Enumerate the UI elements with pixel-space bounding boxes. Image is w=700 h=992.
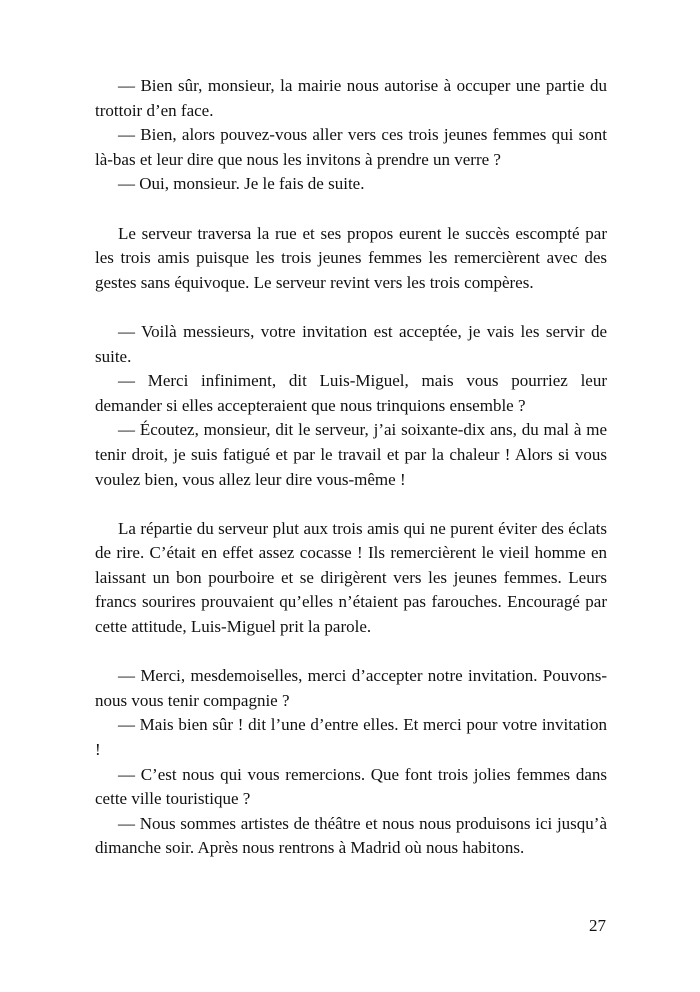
body-text [95, 74, 607, 861]
paragraph-gap [95, 640, 607, 665]
paragraph: La répartie du serveur plut aux trois amis qui ne purent éviter des éclats de rire. C’était en effet assez cocasse ! Ils remercièrent le vieil homme en laissant un bon pourboire et se dirigèrent vers les jeunes femmes. Leurs francs sourires prouvaient qu’elles n’étaient pas farouches. Encouragé par cette attitude, Luis-Miguel prit la parole. [95, 518, 607, 637]
paragraph: — Merci infiniment, dit Luis-Miguel, mais vous pourriez leur demander si elles accepteraient que nous trinquions ensemble ? [95, 371, 607, 415]
paragraph-gap [95, 295, 607, 320]
paragraph-gap [95, 492, 607, 517]
paragraph: — Oui, monsieur. Je le fais de suite. [118, 174, 365, 194]
paragraph: — Bien, alors pouvez-vous aller vers ces trois jeunes femmes qui sont là-bas et leur dire que nous les invitons à prendre un verre ? [95, 125, 607, 169]
page-number: 27 [589, 916, 606, 935]
paragraph: Le serveur traversa la rue et ses propos eurent le succès escompté par les trois amis puisque les trois jeunes femmes les remercièrent avec des gestes sans équivoque. Le serveur revint vers les trois compères. [95, 223, 607, 292]
paragraph: — Bien sûr, monsieur, la mairie nous autorise à occuper une partie du trottoir d’en face. [95, 76, 607, 120]
paragraph: — Nous sommes artistes de théâtre et nous nous produisons ici jusqu’à dimanche soir. Après nous rentrons à Madrid où nous habitons. [95, 813, 607, 858]
paragraph: — Mais bien sûr ! dit l’une d’entre elles. Et merci pour votre invitation ! [95, 715, 607, 760]
paragraph: — Écoutez, monsieur, dit le serveur, j’ai soixante-dix ans, du mal à me tenir droit, je suis fatigué et par le travail et par la chaleur ! Alors si vous voulez bien, vous allez leur dire vous-même ! [95, 420, 607, 489]
paragraph: — Merci, mesdemoiselles, merci d’accepter notre invitation. Pouvons-nous vous tenir compagnie ? [95, 666, 607, 710]
paragraph: — C’est nous qui vous remercions. Que font trois jolies femmes dans cette ville touristique ? [95, 764, 607, 809]
paragraph: — Voilà messieurs, votre invitation est acceptée, je vais les servir de suite. [95, 321, 607, 366]
paragraph-gap [95, 197, 607, 222]
